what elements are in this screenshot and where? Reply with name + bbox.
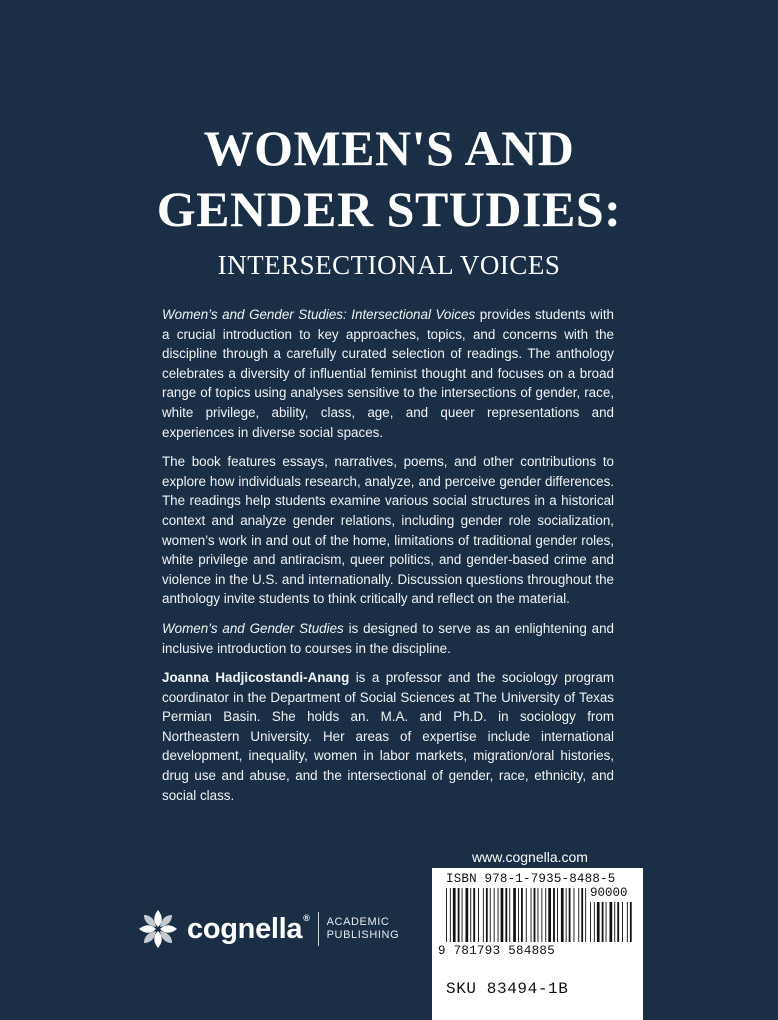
- sku-text: SKU 83494-1B: [446, 980, 569, 998]
- barcode-bar: [490, 888, 491, 942]
- publisher-url: www.cognella.com: [472, 849, 588, 865]
- ean-barcode: [446, 888, 587, 942]
- book-title-short-italic: Women’s and Gender Studies: [162, 620, 344, 636]
- barcode-bar: [566, 888, 567, 942]
- addon-barcode: [590, 902, 634, 942]
- barcode-bar: [561, 888, 564, 942]
- logo-word-text: cognella: [187, 912, 303, 945]
- barcode-bar: [466, 888, 469, 942]
- tagline-line-2: PUBLISHING: [326, 929, 400, 941]
- author-bio: [162, 668, 614, 805]
- barcode-bar: [513, 888, 516, 942]
- barcode-bar: [486, 888, 488, 942]
- description: [162, 305, 614, 815]
- barcode-bar: [505, 888, 507, 942]
- paragraph-3: [162, 619, 614, 658]
- author-bio-text: is a professor and the sociology program coordinator in the Department of Social Sciences at The University of Texas Permian Basin. She holds an. M.A. and Ph.D. in sociology from Northeastern University. Her areas of expertise include international development, inequality, women in labor markets, migration/oral histories, drug use and abuse, and the intersectional of gender, race, ethnicity, and social class.: [162, 670, 614, 803]
- title-line-2: GENDER STUDIES:: [156, 181, 622, 237]
- barcode-bar: [453, 888, 456, 942]
- barcode-bar: [630, 902, 632, 942]
- barcode-bar: [578, 888, 579, 942]
- registered-mark: ®: [303, 912, 310, 923]
- barcode-panel: [432, 868, 643, 1020]
- publisher-logo: [135, 906, 399, 952]
- barcode-bar: [450, 888, 451, 942]
- barcode-bar: [531, 888, 532, 942]
- title-line-1: WOMEN'S AND: [203, 120, 575, 176]
- paragraph-1: [162, 305, 614, 442]
- barcode-bar: [569, 888, 571, 942]
- barcode-bar: [538, 888, 539, 942]
- barcode-bar: [478, 888, 479, 942]
- book-title: [0, 118, 778, 240]
- barcode-bar: [597, 902, 600, 942]
- paragraph-2: The book features essays, narratives, poems, and other contributions to explore how individuals research, analyze, and perceive gender differences. The readings help students examine various social structures in a historical context and analyze gender relations, including gender role socialization, women’s work in and out of the home, limitations of traditional gender roles, white privilege and antiracism, queer politics, and gender-based crime and violence in the U.S. and internationally. Discussion questions throughout the anthology invite students to think critically and reflect on the material.: [162, 454, 614, 607]
- barcode-bar: [585, 888, 586, 942]
- paragraph-1-text: provides students with a crucial introduction to key approaches, topics, and concerns with the discipline through a carefully curated selection of readings. The anthology celebrates a diversity of influential feminist thought and focuses on a broad range of topics using analyses sensitive to the intersections of gender, race, white privilege, ability, class, age, and queer representations and experiences in diverse social spaces.: [162, 307, 614, 440]
- barcode-bar: [446, 888, 447, 942]
- author-name: Joanna Hadjicostandi-Anang: [162, 670, 350, 686]
- barcode-bar: [610, 902, 613, 942]
- barcode-bar: [458, 888, 460, 942]
- barcode-bar: [574, 888, 575, 942]
- barcode-bar: [627, 902, 628, 942]
- barcode-bar: [557, 888, 558, 942]
- barcode-bar: [548, 888, 551, 942]
- barcode-bar: [606, 902, 607, 942]
- book-subtitle: INTERSECTIONAL VOICES: [217, 250, 561, 280]
- barcode-bar: [594, 902, 595, 942]
- price-addon-text: 90000: [590, 886, 628, 900]
- barcode-bar: [614, 902, 615, 942]
- barcode-bar: [509, 888, 510, 942]
- tagline-line-1: ACADEMIC: [326, 916, 390, 928]
- barcode-bar: [541, 888, 542, 942]
- barcode-bar: [602, 902, 604, 942]
- book-title-italic: Women’s and Gender Studies: Intersectional Voices: [162, 307, 476, 322]
- logo-divider: [318, 912, 319, 946]
- paragraph-3-text: is designed to serve as an enlightening and inclusive introduction to courses in the discipline.: [162, 620, 614, 656]
- barcode-bar: [518, 888, 519, 942]
- barcode-bar: [470, 888, 471, 942]
- barcode-bar: [473, 888, 475, 942]
- barcode-bar: [498, 888, 499, 942]
- logo-wordmark: [187, 913, 310, 946]
- barcode-bar: [521, 888, 523, 942]
- cognella-flower-icon: [135, 906, 181, 952]
- barcode-bar: [494, 888, 495, 942]
- barcode-bar: [462, 888, 463, 942]
- barcode-bar: [581, 888, 583, 942]
- barcode-bar: [526, 888, 527, 942]
- barcode-bar: [534, 888, 536, 942]
- barcode-bar: [553, 888, 555, 942]
- isbn-text: ISBN 978-1-7935-8488-5: [446, 872, 616, 886]
- barcode-bar: [483, 888, 484, 942]
- barcode-bar: [501, 888, 504, 942]
- barcode-bar: [590, 902, 591, 942]
- barcode-bar: [617, 902, 619, 942]
- logo-tagline: [327, 916, 400, 942]
- barcode-bar: [622, 902, 623, 942]
- barcode-bar: [545, 888, 546, 942]
- ean-digits: 9 781793 584885: [438, 944, 556, 958]
